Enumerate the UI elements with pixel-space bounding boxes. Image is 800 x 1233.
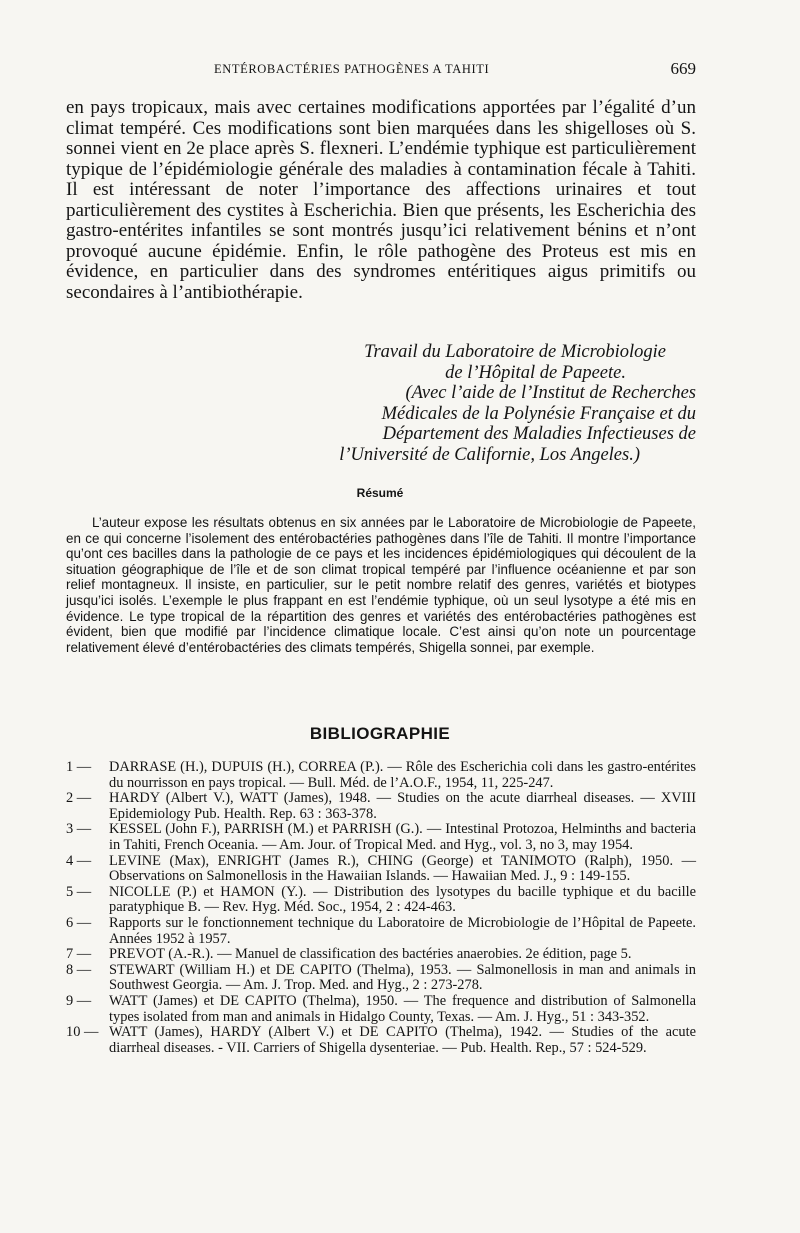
reference-item — [66, 791, 696, 822]
reference-text: DARRASE (H.), DUPUIS (H.), CORREA (P.). — Rôle des Escherichia coli dans les gastro-entérites du nourrisson en pays tropical. — Bull. Méd. de l’A.O.F., 1954, 11, 225-247. — [109, 759, 696, 791]
credit-line: de l’Hôpital de Papeete. — [445, 362, 626, 383]
reference-number: 8 — — [66, 961, 92, 978]
resume-heading: Résumé — [356, 486, 404, 500]
running-title: ENTÉROBACTÉRIES PATHOGÈNES A TAHITI — [214, 62, 490, 76]
reference-text: Rapports sur le fonctionnement technique du Laboratoire de Microbiologie de l’Hôpital de Papeete. Années 1952 à 1957. — [109, 914, 696, 947]
reference-item — [66, 963, 696, 994]
reference-text: LEVINE (Max), ENRIGHT (James R.), CHING (George) et TANIMOTO (Ralph), 1950. — Observations on Salmonellosis in the Hawaiian Islands. — Hawaiian Med. J., 9 : 149-155. — [109, 852, 696, 885]
reference-text: KESSEL (John F.), PARRISH (M.) et PARRISH (G.). — Intestinal Protozoa, Helminths and bacteria in Tahiti, French Oceania. — Am. Jour. of Tropical Med. and Hyg., vol. 3, no 3, may 1954. — [109, 821, 696, 853]
resume-paragraph: L’auteur expose les résultats obtenus en six années par le Laboratoire de Microbiologie de Papeete, en ce qui concerne l’isolement des entérobactéries pathogènes dans l’île de Tahiti. Il montre l’importance qu’ont ces bacilles dans la pathologie de ce pays et les incidences épidémiologiques qui découlent de la situation géographique de l’île et de son climat tropical tempéré par l’influence océanienne et par son relief montagneux. Il insiste, en particulier, sur le petit nombre relatif des genres, variétés et biotypes jusqu’ici isolés. L’exemple le plus frappant en est l’endémie typhique, où un seul lysotype a été mis en évidence. Le type tropical de la répartition des genres et variétés des entérobactéries pathogènes est évident, bien que modifié par l’incidence climatique locale. C’est ainsi qu’on note un pourcentage relativement élevé d’entérobactéries des climats tempérés, Shigella sonnei, par exemple. — [66, 515, 696, 655]
reference-item — [66, 994, 696, 1025]
reference-number: 6 — — [66, 914, 92, 931]
bibliography-list — [66, 760, 696, 1056]
page-number: 669 — [670, 59, 696, 78]
reference-number: 5 — — [66, 883, 92, 900]
reference-text: NICOLLE (P.) et HAMON (Y.). — Distribution des lysotypes du bacille typhique et du bacille paratyphique B. — Rev. Hyg. Méd. Soc., 1954, 2 : 424-463. — [109, 883, 696, 916]
reference-number: 3 — — [66, 821, 92, 838]
reference-text: STEWART (William H.) et DE CAPITO (Thelma), 1953. — Salmonellosis in man and animals in Southwest Georgia. — Am. J. Trop. Med. and Hyg., 2 : 273-278. — [109, 961, 696, 994]
body-paragraph: en pays tropicaux, mais avec certaines modifications apportées par l’égalité d’un climat tempéré. Ces modifications sont bien marquées dans les shigelloses où S. sonnei vient en 2e place après S. flexneri. L’endémie typhique est particulièrement typique de l’épidémiologie générale des maladies à contamination fécale à Tahiti. Il est intéressant de noter l’importance des affections urinaires et tout particulièrement des cystites à Escherichia. Bien que présents, les Escherichia des gastro-entérites infantiles se sont montrés jusqu’ici relativement bénins et n’ont provoqué aucune épidémie. Enfin, le rôle pathogène des Proteus est mis en évidence, en particulier dans des syndromes entéritiques aigus primitifs ou secondaires à l’antibiothérapie. — [66, 97, 696, 303]
credit-line: Médicales de la Polynésie Française et du — [381, 403, 696, 424]
reference-item — [66, 947, 696, 963]
credit-line: Travail du Laboratoire de Microbiologie — [364, 342, 666, 362]
reference-text: PREVOT (A.-R.). — Manuel de classification des bactéries anaerobies. 2e édition, page 5. — [109, 946, 632, 963]
reference-item — [66, 760, 696, 791]
credit-line: Département des Maladies Infectieuses de — [382, 424, 696, 444]
reference-number: 9 — — [66, 992, 92, 1009]
reference-number: 4 — — [66, 852, 92, 869]
reference-item — [66, 854, 696, 885]
reference-number: 1 — — [66, 759, 92, 775]
resume-text — [66, 515, 696, 655]
reference-item — [66, 822, 696, 853]
reference-item — [66, 885, 696, 916]
credit-block — [272, 342, 696, 465]
reference-number: 10 — — [66, 1024, 99, 1041]
reference-number: 2 — — [66, 790, 92, 807]
credit-line: (Avec l’aide de l’Institut de Recherches — [405, 383, 696, 403]
reference-item — [66, 916, 696, 947]
reference-text: WATT (James), HARDY (Albert V.) et DE CAPITO (Thelma), 1942. — Studies of the acute diarrheal diseases. - VII. Carriers of Shigella dysenteriae. — Pub. Health. Rep., 57 : 524-529. — [109, 1024, 696, 1056]
reference-number: 7 — — [66, 946, 92, 963]
body-text — [66, 98, 696, 303]
reference-text: WATT (James) et DE CAPITO (Thelma), 1950. — The frequence and distribution of Salmonella types isolated from man and animals in Hidalgo County, Texas. — Am. J. Hyg., 51 : 343-352. — [109, 992, 696, 1025]
reference-text: HARDY (Albert V.), WATT (James), 1948. — Studies on the acute diarrheal diseases. — XVIII Epidemiology Pub. Health. Rep. 63 : 363-378. — [109, 790, 696, 822]
bibliography-heading: BIBLIOGRAPHIE — [309, 724, 451, 743]
credit-line: l’Université de Californie, Los Angeles.) — [339, 444, 640, 465]
reference-item — [66, 1025, 696, 1056]
